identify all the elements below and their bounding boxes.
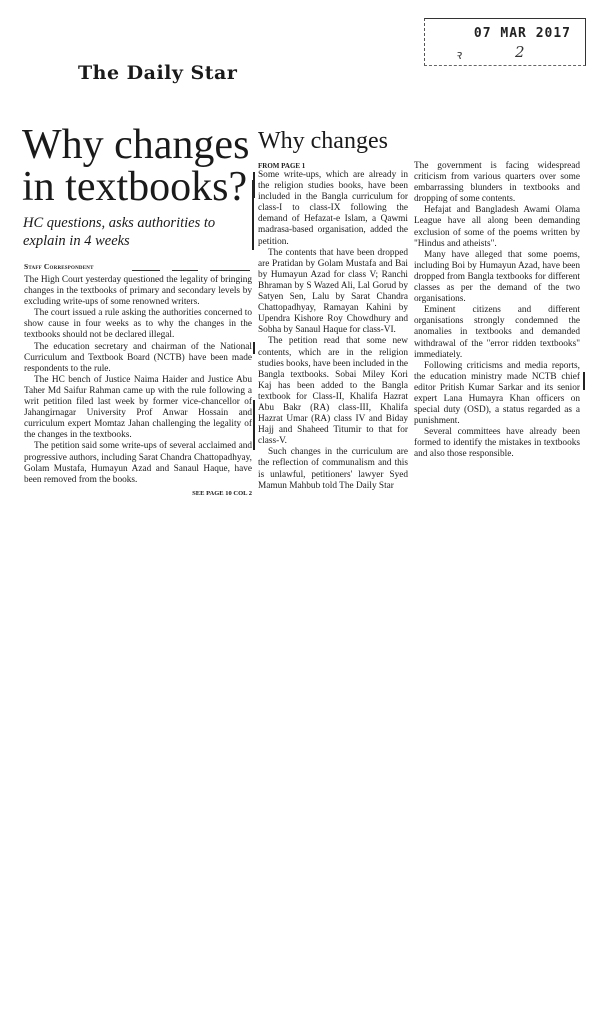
article-column-middle [258, 170, 408, 492]
paragraph: The petition said some write-ups of several acclaimed and progressive authors, including Sarat Chandra Chattopadhyay, Golam Mustafa, Humayun Azad and Sanaul Haque, have been removed from the books. [24, 441, 252, 485]
margin-mark [253, 400, 255, 450]
article-column-right [414, 161, 580, 461]
continuation-heading: Why changes [258, 128, 388, 154]
paragraph: The High Court yesterday questioned the legality of bringing changes in the textbooks of primary and secondary levels by excluding write-ups of some renowned writers. [24, 275, 252, 308]
date-stamp [424, 18, 586, 66]
margin-mark [253, 172, 255, 198]
article-column-left [24, 275, 252, 499]
jump-line: SEE PAGE 10 COL 2 [192, 489, 252, 497]
paragraph: The education secretary and chairman of the National Curriculum and Textbook Board (NCTB) have been made respondents to the rule. [24, 341, 252, 374]
paragraph: The HC bench of Justice Naima Haider and Justice Abu Taher Md Saifur Rahman came up with the rule following a writ petition filed last week by former vice-chancellor of Jahangirnagar University Prof Anwar Hossain and curriculum expert Momtaz Jahan challenging the legality of the changes in the textbooks. [24, 374, 252, 441]
margin-mark [583, 372, 585, 390]
handwritten-mark: 2 [515, 43, 525, 61]
paragraph: The petition read that some new contents, which are in the religion studies books, have been included in the Bangla textbooks. Sobai Miley Kori Kaj has been added to the Bangla textbook for Class-II, Khalifa Hazrat Abu Bakr (RA) class-III, Khalifa Hazrat Umar (RA) class IV and Biday Hajj and Shaheed Titumir to that for class-V. [258, 336, 409, 447]
margin-mark [253, 342, 255, 354]
from-page-label: FROM PAGE 1 [258, 162, 306, 170]
paragraph: Many have alleged that some poems, including Boi by Humayun Azad, have been dropped from Bangla textbooks for different classes as per the demand of the two organisations. [414, 249, 580, 305]
paragraph: Such changes in the curriculum are the reflection of communalism and this is unlawful, petitioners' lawyer Syed Mamun Mahbub told The Daily Star [258, 447, 408, 491]
paragraph: Hefajat and Bangladesh Awami Olama League have all along been demanding exclusion of some of the poems written by "Hindus and atheists". [414, 205, 580, 249]
paragraph: Some write-ups, which are already in the religion studies books, have been included in the Bangla curriculum for class-I to class-IX following the demand of Hefazat-e Islam, a Qawmi madrasa-based organisation, added the petition. [258, 170, 408, 247]
masthead-logo: The Daily Star [78, 62, 238, 84]
divider [210, 270, 250, 271]
headline: Why changes in textbooks? [22, 122, 250, 210]
paragraph: Eminent citizens and different organisations strongly condemned the anomalies in textbooks and demanded withdrawal of the "error ridden textbooks" immediately. [414, 305, 580, 360]
paragraph: The court issued a rule asking the authorities concerned to show cause in four weeks as to why the changes in the textbooks should not be declared illegal. [24, 308, 252, 341]
handwritten-initials: ꝛ [455, 48, 462, 63]
stamp-date: 07 MAR 2017 [473, 26, 571, 41]
paragraph: The government is facing widespread criticism from various quarters over some embarrassing blunders in textbooks and dropping of some contents. [414, 161, 580, 205]
divider [132, 270, 160, 271]
byline: Staff Correspondent [24, 262, 94, 271]
paragraph: Several committees have already been formed to identify the mistakes in textbooks and also those responsible. [414, 427, 580, 460]
paragraph: The contents that have been dropped are Pratidan by Golam Mustafa and Bai by Humayun Azad for class V; Ranchi Bhraman by S Wazed Ali, Lal Gorud by Satyen Sen, Lalu by Sarat Chandra Chattopadhyay, Ramayan Kahini by Upendra Kishore Roy Chowdhury and Sobha by Sanaul Haque for class-VI. [258, 247, 408, 336]
deck: HC questions, asks authorities to explain in 4 weeks [23, 215, 216, 249]
paragraph: Following criticisms and media reports, the education ministry made NCTB chief editor Pritish Kumar Sarkar and its senior expert Lana Humayra Khan officers on special duty (OSD), a status regarded as a punishment. [414, 360, 580, 427]
divider [172, 270, 198, 271]
